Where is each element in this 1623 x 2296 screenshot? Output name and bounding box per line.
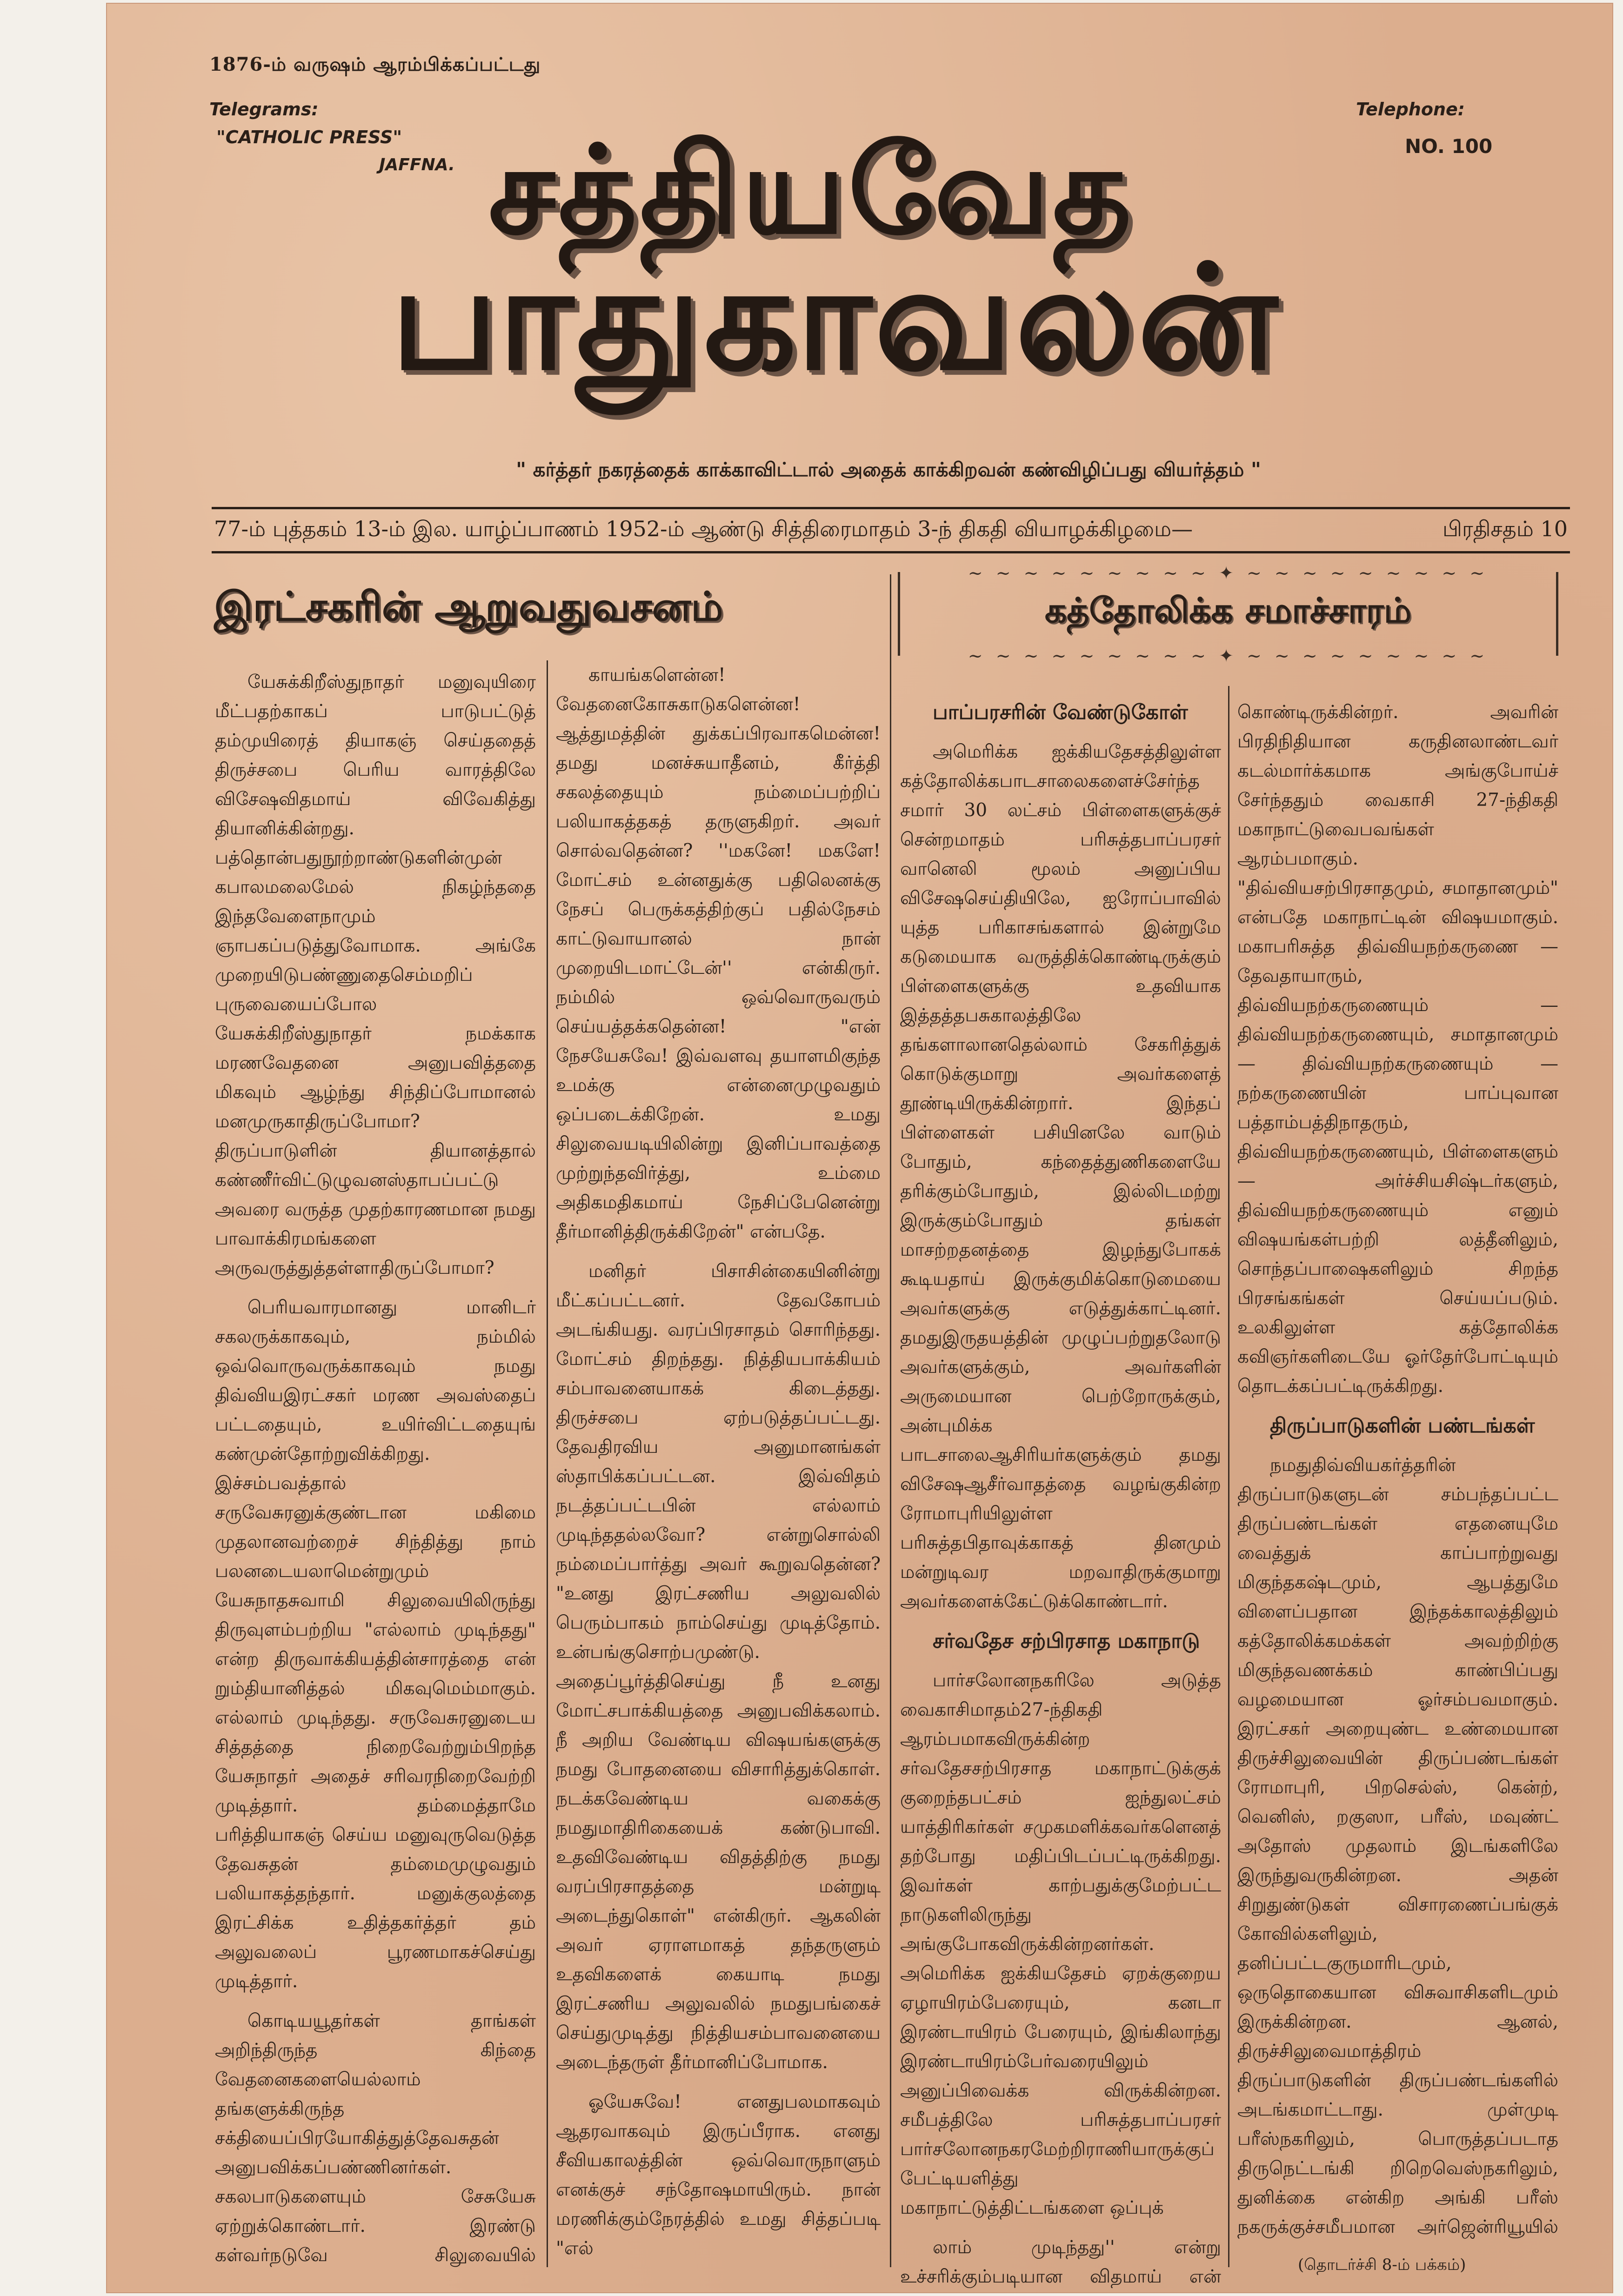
masthead-line-1: சத்தியவேத (488, 120, 1135, 261)
telegrams-address: "CATHOLIC PRESS" (216, 127, 402, 147)
column-divider-2 (890, 574, 891, 2267)
paragraph: ஓயேசுவே! எனதுபலமாகவும் ஆதரவாகவும் இருப்பீராக. எனது சீவியகாலத்தின் ஒவ்வொருநாளும் எனக்குச் சந்தோஷமாயிரும். நான் மரணிக்கும்நேரத்தில் உமது சித்தப்படி "எல் (556, 2091, 881, 2259)
masthead-line-2: பாதுகாவலன் (391, 234, 1281, 402)
dateline-rule (212, 551, 1570, 553)
telephone-label: Telephone: (1356, 99, 1465, 120)
paragraph: யேசுக்கிறீஸ்துநாதர் மனுவுயிரை மீட்பதற்காகப் பாடுபட்டுத் தம்முயிரைத் தியாகஞ் செய்ததைத் திருச்சபை பெரிய வாரத்திலே விசேஷவிதமாய் விவேகித்து தியானிக்கின்றது. பத்தொன்பதுநூற்றாண்டுகளின்முன் கபாலமலைமேல் நிகழ்ந்ததை இந்தவேளைநாமும் ஞாபகப்படுத்துவோமாக. அங்கே முறையிடுபண்ணுதைசெம்மறிப் புருவையைப்போல யேசுக்கிறீஸ்துநாதர் நமக்காக மரணவேதனை அனுபவித்ததை மிகவும் ஆழ்ந்து சிந்திப்போமானல் மனமுருகாதிருப்போமா? திருப்பாடுளின் தியானத்தால் கண்ணீர்விட்டுழுவனஸ்தாபப்பட்டு அவரை வருத்த முதற்காரணமான நமது பாவாக்கிரமங்களை அருவருத்துத்தள்ளாதிருப்போமா? (215, 672, 536, 1278)
column-4 (1237, 698, 1558, 2242)
paragraph: லாம் முடிந்தது'' என்று உச்சரிக்கும்படியான விதமாய் என் (900, 2237, 1221, 2287)
continued-note: (தொடர்ச்சி 8-ம் பக்கம்) (1298, 2256, 1466, 2274)
price: பிரதிசதம் 10 (1442, 516, 1568, 541)
paragraph: பெரியவாரமானது மானிடர் சகலருக்காகவும், நம்மில் ஒவ்வொருவருக்காகவும் நமது திவ்வியஇரட்சகர் மரண அவஸ்தைப் பட்டதையும், உயிர்விட்டதையுங் கண்முன்தோற்றுவிக்கிறது. இச்சம்பவத்தால் சருவேசுரனுக்குண்டான மகிமை முதலானவற்றைச் சிந்தித்து நாம் பலனடையலாமென்றுமும் யேசுநாதசுவாமி சிலுவையிலிருந்து திருவுளம்பற்றிய "எல்லாம் முடிந்தது" என்ற திருவாக்கியத்தின்சாரத்தை என் றும்தியானித்தல் மிகவுமெம்மாகும். எல்லாம் முடிந்தது. சருவேசுரனுடைய சித்தத்தை நிறைவேற்றும்பிறந்த யேசுநாதர் அதைச் சரிவரநிறைவேற்றி முடித்தார். தம்மைத்தாமே பரித்தியாகஞ் செய்ய மனுவுருவெடுத்த தேவசுதன் தம்மைமுழுவதும் பலியாகத்தந்தார். மனுக்குலத்தை இரட்சிக்க உதித்தகர்த்தர் தம் அலுவலைப் பூரணமாகச்செய்து முடித்தார். (215, 1297, 536, 1992)
subheading: சர்வதேச சற்பிரசாத மகாநாடு (933, 1629, 1200, 1653)
dateline (214, 516, 1568, 545)
subheading: பாப்பரசரின் வேண்டுகோள் (933, 700, 1188, 724)
subheading: திருப்பாடுகளின் பண்டங்கள் (1270, 1414, 1535, 1437)
paragraph: கொண்டிருக்கின்றர். அவரின் பிரதிநிதியான கருதினலாண்டவர் கடல்மார்க்கமாக அங்குபோய்ச் சேர்ந்ததும் வைகாசி 27-ந்திகதி மகாநாட்டுவைபவங்கள் ஆரம்பமாகும். "திவ்வியசற்பிரசாதமும், சமாதானமும்" என்பதே மகாநாட்டின் விஷயமாகும். மகாபரிசுத்த திவ்வியநற்கருணை — தேவதாயாரும், திவ்வியநற்கருணையும் — திவ்வியநற்கருணையும், சமாதானமும் — திவ்வியநற்கருணையும் — நற்கருணையின் பாப்புவான பத்தாம்பத்திநாதரும், திவ்வியநற்கருணையும், பிள்ளைகளும் — அர்ச்சியசிஷ்டர்களும், திவ்வியநற்கருணையும் எனும் விஷயங்கள்பற்றி லத்தீனிலும், சொந்தப்பாஷைகளிலும் சிறந்த பிரசங்கங்கள் செய்யப்படும். உலகிலுள்ள கத்தோலிக்க கவிஞர்களிடையே ஓர்தேர்போட்டியும் தொடக்கப்பட்டிருக்கிறது. (1237, 702, 1558, 1397)
scroll-border-bottom: ~ ~ ~ ~ ~ ~ ~ ~ ~ ✦ ~ ~ ~ ~ ~ ~ ~ ~ ~ (968, 646, 1489, 666)
telegram-info (209, 95, 455, 179)
paragraph: நமதுதிவ்வியகர்த்தரின் திருப்பாடுகளுடன் சம்பந்தப்பட்ட திருப்பண்டங்கள் எதனையுமே வைத்துக் காப்பாற்றுவது மிகுந்தகஷ்டமும், ஆபத்துமே விளைப்பதான இந்தக்காலத்திலும் கத்தோலிக்கமக்கள் அவற்றிற்கு மிகுந்தவணக்கம் காண்பிப்பது வழமையான ஓர்சம்பவமாகும். இரட்சகர் அறையுண்ட உண்மையான திருச்சிலுவையின் திருப்பண்டங்கள் ரோமாபுரி, பிறசெல்ஸ், கென்ற், வெனிஸ், றகுஸா, பரீஸ், மவுண்ட் அதோஸ் முதலாம் இடங்களிலே இருந்துவருகின்றன. அதன் சிறுதுண்டுகள் விசாரணைப்பங்குக் கோவில்களிலும், தனிப்பட்டகுருமாரிடமும், ஒருதொகையான விசுவாசிகளிடமும் இருக்கின்றன. ஆனல், திருச்சிலுவைமாத்திரம் திருப்பாடுகளின் திருப்பண்டங்களில் அடங்கமாட்டாது. முள்முடி பரீஸ்நகரிலும், பொருத்தப்படாத திருநெட்டங்கி றிறெவெஸ்நகரிலும், துனிக்கை என்கிற அங்கி பரீஸ் நகருக்குச்சமீபமான அர்ஜென்ரியூயில் (1237, 1455, 1558, 2237)
telephone-info (1356, 91, 1492, 165)
scroll-border-top: ~ ~ ~ ~ ~ ~ ~ ~ ~ ✦ ~ ~ ~ ~ ~ ~ ~ ~ ~ (968, 563, 1489, 583)
founding-note: 1876-ம் வருஷம் ஆரம்பிக்கப்பட்டது (209, 53, 541, 75)
telegrams-city: JAFFNA. (379, 155, 455, 174)
column-2 (556, 660, 881, 2260)
paragraph: பார்சலோனநகரிலே அடுத்த வைகாசிமாதம்27-ந்திகதி ஆரம்பமாகவிருக்கின்ற சர்வதேசசற்பிரசாத மகாநாட்டுக்குக் குறைந்தபட்சம் ஐந்துலட்சம் யாத்திரிகர்கள் சமுகமளிக்கவர்களெனத் தற்போது மதிப்பிடப்பட்டிருக்கிறது. இவர்கள் காற்பதுக்குமேற்பட்ட நாடுகளிலிருந்து அங்குபோகவிருக்கின்றனர்கள். அமெரிக்க ஐக்கியதேசம் ஏறக்குறைய ஏழாயிரம்பேரையும், கனடா இரண்டாயிரம் பேரையும், இங்கிலாந்து இரண்டாயிரம்பேர்வரையிலும் அனுப்பிவைக்க விருக்கின்றன. சமீபத்திலே பரிசுத்தபாப்பரசர் பார்சலோனநகரமேற்றிராணியாருக்குப் பேட்டியளித்து மகாநாட்டுத்திட்டங்களை ஒப்புக் (900, 1670, 1221, 2218)
paragraph: மனிதர் பிசாசின்கையினின்று மீட்கப்பட்டனர். தேவகோபம் அடங்கியது. வரப்பிரசாதம் சொரிந்தது. மோட்சம் திறந்தது. நித்தியபாக்கியம் சம்பாவனையாகக் கிடைத்தது. திருச்சபை ஏற்படுத்தப்பட்டது. தேவதிரவிய அனுமானங்கள் ஸ்தாபிக்கப்பட்டன. இவ்விதம் நடத்தப்பட்டபின் எல்லாம் முடிந்ததல்லவோ? என்றுசொல்லி நம்மைப்பார்த்து அவர் கூறுவதென்ன? "உனது இரட்சணிய அலுவலில் பெரும்பாகம் நாம்செய்து முடித்தோம். உன்பங்குசொற்பமுண்டு. அதைப்பூர்த்திசெய்து நீ உனது மோட்சபாக்கியத்தை அனுபவிக்கலாம். நீ அறிய வேண்டிய விஷயங்களுக்கு நமது போதனையை விசாரித்துக்கொள். நடக்கவேண்டிய வகைக்கு நமதுமாதிரிகையைக் கண்டுபாவி. உதவிவேண்டிய விதத்திற்கு நமது வரப்பிரசாதத்தை மன்றுடி அடைந்துகொள்" என்கிருர். ஆகலின் அவர் ஏராளமாகத் தந்தருளும் உதவிகளைக் கையாடி நமது இரட்சணிய அலுவலில் நமதுபங்கைச் செய்துமுடித்து நித்தியசம்பாவனையை அடைந்தருள் தீர்மானிப்போமாக. (556, 1261, 881, 2073)
telegrams-label: Telegrams: (209, 99, 319, 120)
telephone-number: NO. 100 (1405, 135, 1493, 158)
dateline-text: 77-ம் புத்தகம் 13-ம் இல. யாழ்ப்பாணம் 1952-ம் ஆண்டு சித்திரைமாதம் 3-ந் திகதி வியாழக்கிழமை— (214, 516, 1193, 541)
top-rule (212, 507, 1570, 509)
paragraph: கொடியயூதர்கள் தாங்கள் அறிந்திருந்த கிந்தை வேதனைகளையெல்லாம் தங்களுக்கிருந்த சக்தியைப்பிரயோகித்துத்தேவசுதன் அனுபவிக்கப்பண்ணினர்கள். சகலபாடுகளையும் சேசுயேசு ஏற்றுக்கொண்டார். இரண்டு கள்வர்நடுவே சிலுவையில் (215, 2010, 536, 2266)
motto: " கர்த்தர் நகரத்தைக் காக்காவிட்டால் அதைக் காக்கிறவன் கண்விழிப்பது வியர்த்தம் " (516, 458, 1261, 481)
column-1 (215, 667, 536, 2267)
column-3 (900, 698, 1221, 2288)
paragraph: அமெரிக்க ஐக்கியதேசத்திலுள்ள கத்தோலிக்கபாடசாலைகளைச்சேர்ந்த சமார் 30 லட்சம் பிள்ளைகளுக்குச் சென்றமாதம் பரிசுத்தபாப்பரசர் வானெலி மூலம் அனுப்பிய விசேஷசெய்தியிலே, ஐரோப்பாவில் யுத்த பரிகாசங்களால் இன்றுமே கடுமையாக வருத்திக்கொண்டிருக்கும் பிள்ளைகளுக்கு உதவியாக இத்தத்தபசுகாலத்திலே தங்களாலானதெல்லாம் சேகரித்துக் கொடுக்குமாறு அவர்களைத் தூண்டியிருக்கின்றார். இந்தப் பிள்ளைகள் பசியினலே வாடும் போதும், கந்தைத்துணிகளையே தரிக்கும்போதும், இல்லிடமற்று இருக்கும்போதும் தங்கள் மாசற்றதனத்தை இழந்துபோகக் கூடியதாய் இருக்குமிக்கொடுமையை அவர்களுக்கு எடுத்துக்காட்டினர். தமதுஇருதயத்தின் முழுப்பற்றுதலோடு அவர்களுக்கும், அவர்களின் அருமையான பெற்றோருக்கும், அன்புமிக்க பாடசாலைஆசிரியர்களுக்கும் தமது விசேஷஆசீர்வாதத்தை வழங்குகின்ற ரோமாபுரியிலுள்ள பரிசுத்தபிதாவுக்காகத் தினமும் மன்றுடிவர மறவாதிருக்குமாறு அவர்களைக்கேட்டுக்கொண்டார். (900, 741, 1221, 1612)
right-title-box (898, 563, 1558, 666)
right-headline: கத்தோலிக்க சமாச்சாரம் (1044, 591, 1412, 631)
column-divider-1 (547, 660, 548, 2267)
left-headline: இரட்சகரின் ஆறுவதுவசனம் (214, 584, 723, 630)
paragraph: காயங்களென்ன! வேதனைகோசுகாடுகளென்ன! ஆத்துமத்தின் துக்கப்பிரவாகமென்ன! தமது மனச்சுயாதீனம், கீர்த்தி சகலத்தையும் நம்மைப்பற்றிப் பலியாகத்தகத் தருளுகிறர். அவர் சொல்வதென்ன? ''மகனே! மகளே! மோட்சம் உன்னதுக்கு பதிலெனக்கு நேசப் பெருக்கத்திற்குப் பதில்நேசம் காட்டுவாயானல் நான் முறையிடமாட்டேன்'' என்கிருர். நம்மில் ஒவ்வொருவரும் செய்யத்தக்கதென்ன! "என் நேசயேசுவே! இவ்வளவு தயாளமிகுந்த உமக்கு என்னைமுழுவதும் ஒப்படைக்கிறேன். உமது சிலுவையடியிலின்று இனிப்பாவத்தை முற்றுந்தவிர்த்து, உம்மை அதிகமதிகமாய் நேசிப்பேனென்று தீர்மானித்திருக்கிறேன்" என்பதே. (556, 665, 881, 1242)
column-divider-3 (1228, 686, 1229, 2267)
